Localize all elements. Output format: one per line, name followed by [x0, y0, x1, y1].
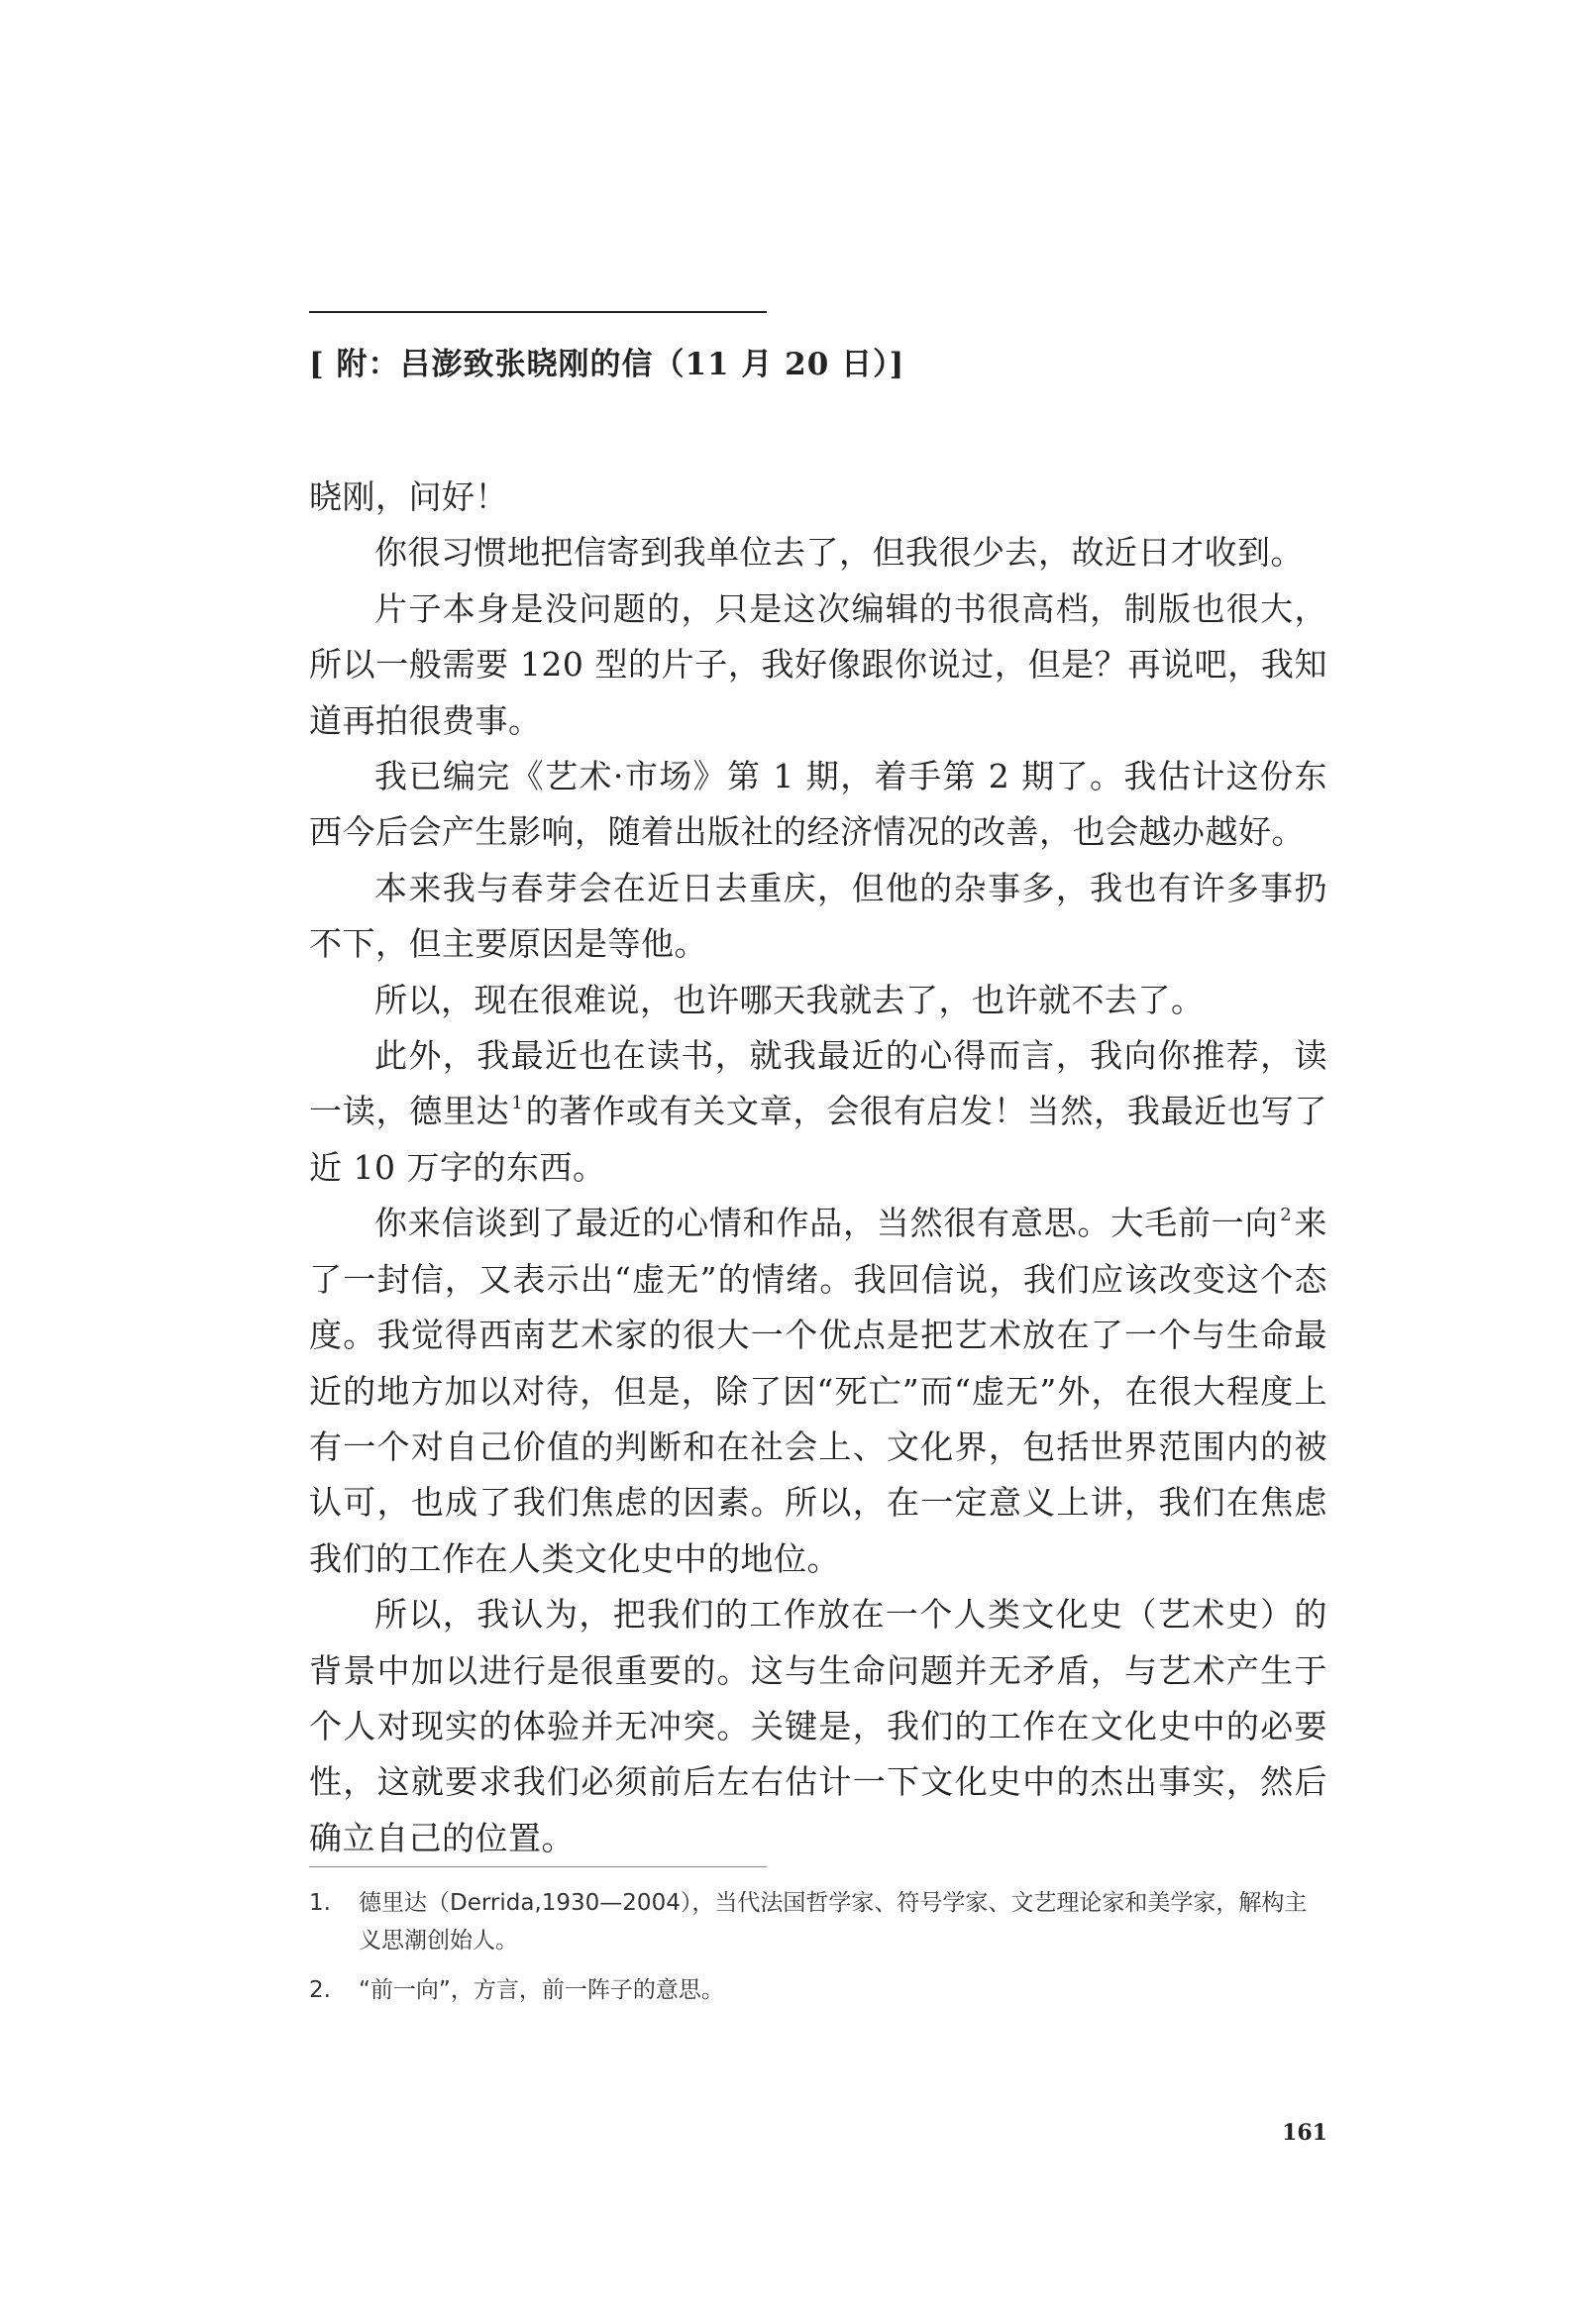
paragraph-text: 你来信谈到了最近的心情和作品，当然很有意思。大毛前一向 — [374, 1204, 1279, 1243]
footnote-number: 2. — [309, 1977, 331, 2003]
footnote-marker: 2 — [1280, 1205, 1293, 1226]
section-divider — [309, 311, 767, 313]
letter-greeting: 晓刚，问好！ — [309, 477, 508, 516]
footnotes — [309, 1884, 1327, 2021]
paragraph: 你很习惯地把信寄到我单位去了，但我很少去，故近日才收到。 — [374, 533, 1304, 573]
footnote — [309, 1884, 1327, 1959]
letter-body — [309, 470, 1327, 1866]
footnote — [309, 1971, 1327, 2009]
footnote-text: “前一向”，方言，前一阵子的意思。 — [359, 1977, 724, 2003]
paragraph-text: 的著作或有关文章，会很有启发！当然，我最近也写了近 10 万字的东西。 — [309, 1092, 1328, 1187]
paragraph-text: 来了一封信，又表示出“虚无”的情绪。我回信说，我们应该改变这个态度。我觉得西南艺术家的很大一个优点是把艺术放在了一个与生命最近的地方加以对待，但是，除了因“死亡”而“虚无”外，在很大程度上有一个对自己价值的判断和在社会上、文化界，包括世界范围内的被认可，也成了我们焦虑的因素。所以，在一定意义上讲，我们在焦虑我们的工作在人类文化史中的地位。 — [309, 1204, 1328, 1578]
paragraph: 所以，我认为，把我们的工作放在一个人类文化史（艺术史）的背景中加以进行是很重要的。这与生命问题并无矛盾，与艺术产生于个人对现实的体验并无冲突。关键是，我们的工作在文化史中的必要性，这就要求我们必须前后左右估计一下文化史中的杰出事实，然后确立自己的位置。 — [309, 1595, 1327, 1857]
footnote-number: 1. — [309, 1890, 331, 1916]
paragraph: 本来我与春芽会在近日去重庆，但他的杂事多，我也有许多事扔不下，但主要原因是等他。 — [309, 868, 1327, 964]
footnote-divider — [309, 1866, 767, 1867]
letter-heading: [ 附：吕澎致张晓刚的信（11 月 20 日）] — [309, 347, 905, 382]
paragraph — [309, 1196, 1327, 1587]
paragraph: 所以，现在很难说，也许哪天我就去了，也许就不去了。 — [374, 980, 1205, 1019]
page-number: 161 — [1282, 2120, 1327, 2146]
paragraph: 片子本身是没问题的，只是这次编辑的书很高档，制版也很大，所以一般需要 120 型的片子，我好像跟你说过，但是？再说吧，我知道再拍很费事。 — [309, 588, 1327, 740]
paragraph: 我已编完《艺术·市场》第 1 期，着手第 2 期了。我估计这份东西今后会产生影响，随着出版社的经济情况的改善，也会越办越好。 — [309, 757, 1327, 852]
footnote-text: 德里达（Derrida,1930—2004），当代法国哲学家、符号学家、文艺理论家和美学家，解构主义思潮创始人。 — [359, 1890, 1308, 1954]
paragraph — [309, 1028, 1327, 1196]
paragraph-text: 此外，我最近也在读书，就我最近的心得而言，我向你推荐，读一读，德里达 — [309, 1036, 1327, 1131]
footnote-marker: 1 — [511, 1093, 524, 1114]
